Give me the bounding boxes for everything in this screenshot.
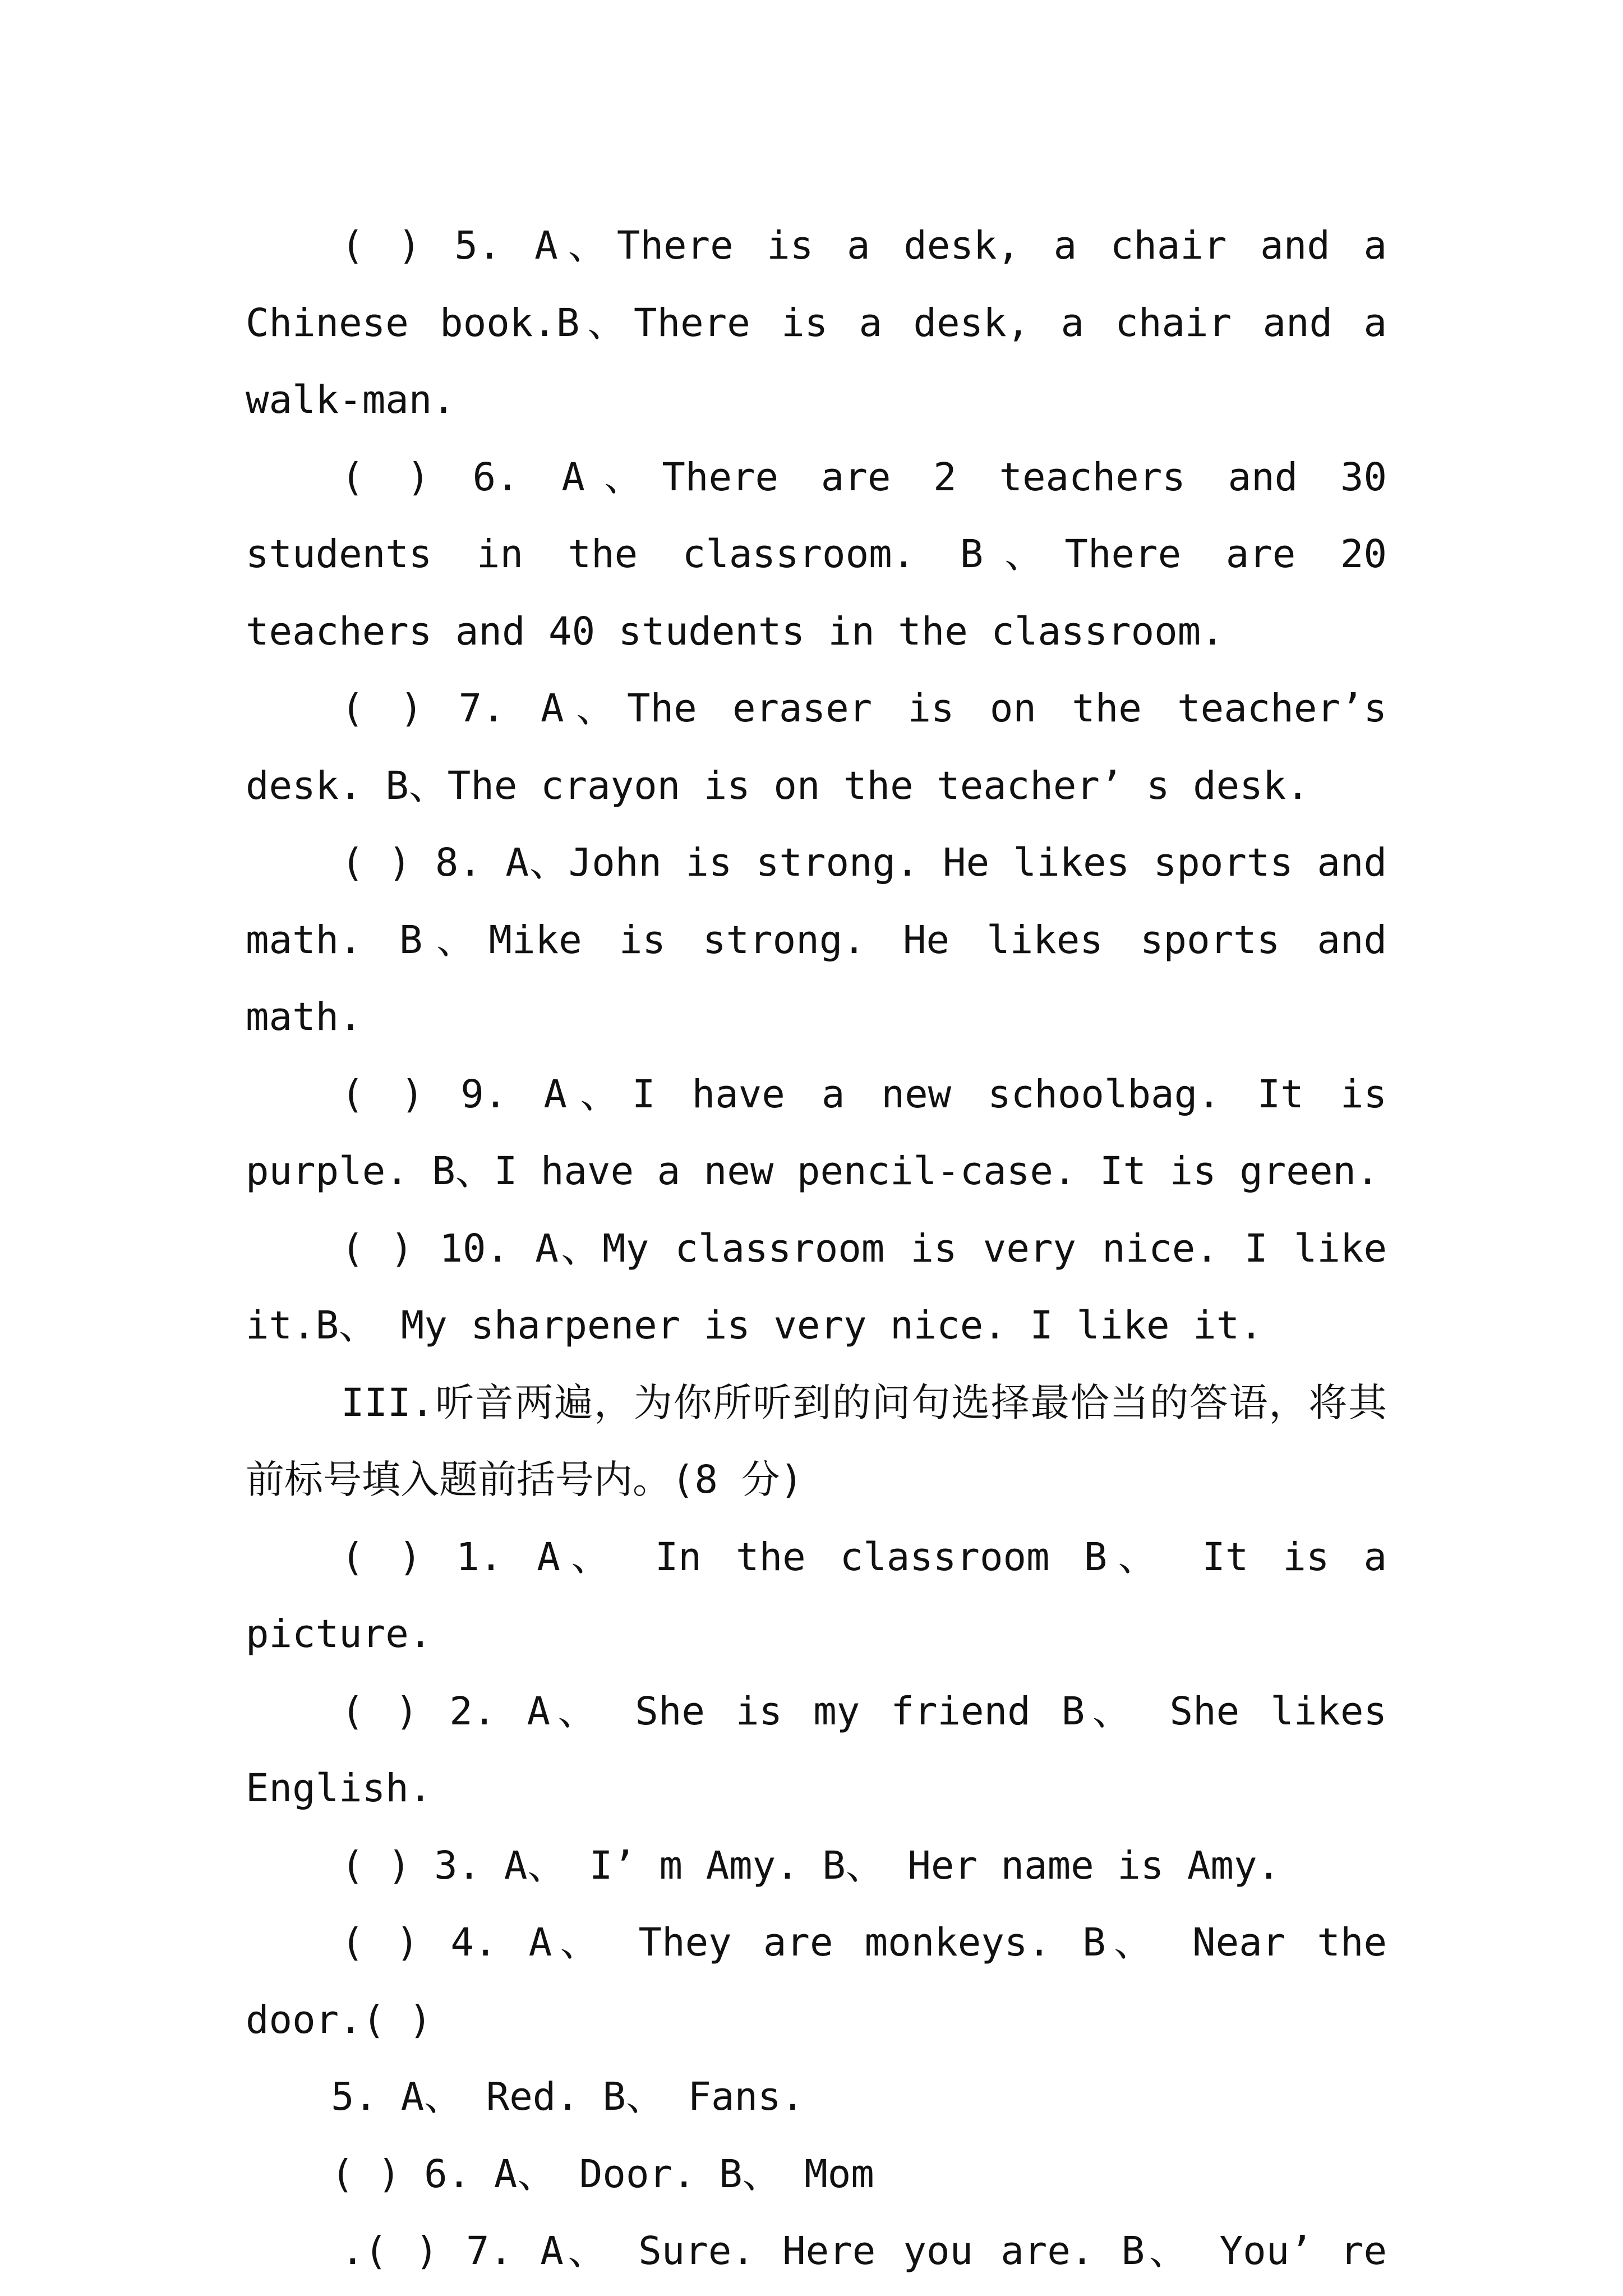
question-5-options: ( ) 5. A、There is a desk, a chair and a Chinese book.B、There is a desk, a chair and a walk-man.	[246, 223, 1387, 422]
question-9-options: ( ) 9. A、I have a new schoolbag. It is purple. B、I have a new pencil-case. It is green.	[246, 1071, 1387, 1194]
question-10-options: ( ) 10. A、My classroom is very nice. I like it.B、 My sharpener is very nice. I like it.	[246, 1226, 1387, 1348]
question-7-options: ( ) 7. A、The eraser is on the teacher’s desk. B、The crayon is on the teacher’ s desk.	[246, 686, 1387, 808]
question-6-options: ( ) 6. A、There are 2 teachers and 30 students in the classroom. B、There are 20 teachers and 40 students in the classroom.	[246, 454, 1387, 654]
listening-question-2: ( ) 2. A、 She is my friend B、 She likes English.	[246, 1688, 1387, 1811]
listening-question-6: ( ) 6. A、 Door. B、 Mom	[331, 2151, 874, 2197]
listening-question-1: ( ) 1. A、 In the classroom B、 It is a picture.	[246, 1534, 1387, 1657]
question-8-options: ( ) 8. A、John is strong. He likes sports and math. B、Mike is strong. He likes sports and math.	[246, 840, 1387, 1039]
listening-question-5: 5. A、 Red. B、 Fans.	[331, 2074, 805, 2119]
listening-question-3: ( ) 3. A、 I’ m Amy. B、 Her name is Amy.	[341, 1843, 1281, 1888]
section-iii-heading: III.听音两遍，为你所听到的问句选择最恰当的答语，将其前标号填入题前括号内。(8 分)	[246, 1380, 1387, 1502]
listening-question-4: ( ) 4. A、 They are monkeys. B、 Near the door.( )	[246, 1920, 1387, 2042]
listening-question-7: .( ) 7. A、 Sure. Here you are. B、 You’ re	[341, 2229, 1387, 2274]
document-page	[246, 208, 1387, 2290]
